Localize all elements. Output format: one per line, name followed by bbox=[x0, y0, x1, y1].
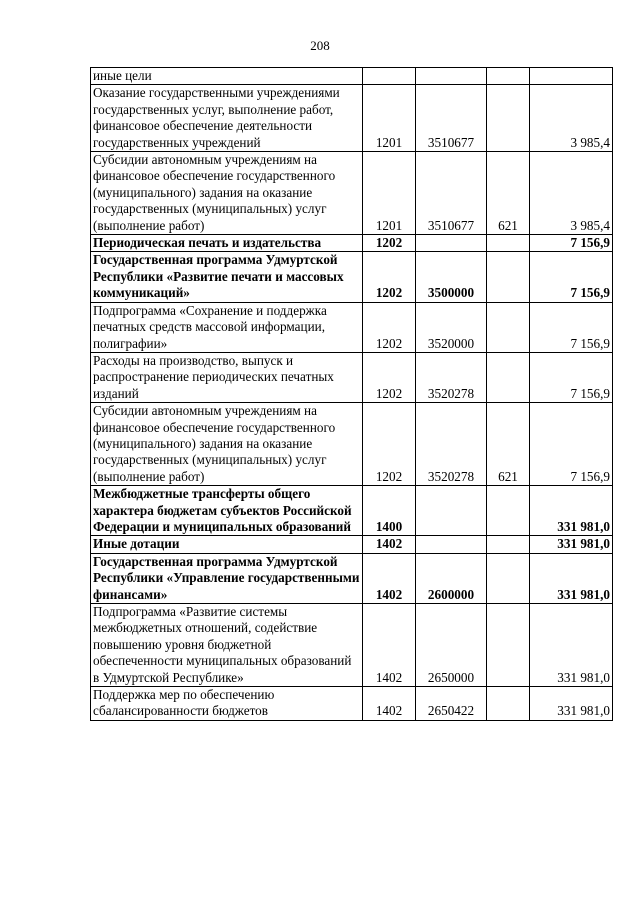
row-expense-type-cell bbox=[487, 68, 530, 85]
row-expense-type-cell bbox=[487, 85, 530, 152]
row-expense-type-cell bbox=[487, 536, 530, 553]
row-section-cell: 1402 bbox=[363, 604, 416, 687]
row-amount-cell: 7 156,9 bbox=[530, 403, 613, 486]
page-number: 208 bbox=[310, 38, 330, 53]
row-expense-type-cell bbox=[487, 252, 530, 302]
row-section-cell: 1202 bbox=[363, 302, 416, 352]
row-name-cell: Поддержка мер по обеспечению сбалансированности бюджетов bbox=[91, 687, 363, 721]
row-section-cell: 1202 bbox=[363, 235, 416, 252]
row-name-cell: Государственная программа Удмуртской Республики «Развитие печати и массовых коммуникаций» bbox=[91, 252, 363, 302]
table-row bbox=[91, 85, 613, 152]
table-row bbox=[91, 536, 613, 553]
row-name-cell: Субсидии автономным учреждениям на финансовое обеспечение государственного (муниципального) задания на оказание государственных (муниципальных) услуг (выполнение работ) bbox=[91, 152, 363, 235]
row-section-cell: 1201 bbox=[363, 85, 416, 152]
row-target-cell bbox=[416, 68, 487, 85]
row-section-cell: 1402 bbox=[363, 687, 416, 721]
row-section-cell: 1202 bbox=[363, 403, 416, 486]
table-row bbox=[91, 252, 613, 302]
row-target-cell: 3510677 bbox=[416, 85, 487, 152]
row-expense-type-cell bbox=[487, 235, 530, 252]
row-amount-cell: 331 981,0 bbox=[530, 687, 613, 721]
row-expense-type-cell bbox=[487, 352, 530, 402]
row-section-cell bbox=[363, 68, 416, 85]
row-amount-cell: 3 985,4 bbox=[530, 85, 613, 152]
row-target-cell: 3520278 bbox=[416, 352, 487, 402]
row-expense-type-cell bbox=[487, 687, 530, 721]
row-target-cell: 2650000 bbox=[416, 604, 487, 687]
budget-table bbox=[90, 67, 613, 721]
row-amount-cell: 331 981,0 bbox=[530, 536, 613, 553]
table-row bbox=[91, 403, 613, 486]
table-row bbox=[91, 152, 613, 235]
row-target-cell: 3520000 bbox=[416, 302, 487, 352]
row-name-cell: Субсидии автономным учреждениям на финансовое обеспечение государственного (муниципального) задания на оказание государственных (муниципальных) услуг (выполнение работ) bbox=[91, 403, 363, 486]
row-name-cell: Расходы на производство, выпуск и распространение периодических печатных изданий bbox=[91, 352, 363, 402]
row-amount-cell: 7 156,9 bbox=[530, 352, 613, 402]
row-amount-cell bbox=[530, 68, 613, 85]
row-name-cell: Подпрограмма «Сохранение и поддержка печатных средств массовой информации, полиграфии» bbox=[91, 302, 363, 352]
row-target-cell: 2650422 bbox=[416, 687, 487, 721]
row-expense-type-cell bbox=[487, 486, 530, 536]
row-name-cell: Оказание государственными учреждениями государственных услуг, выполнение работ, финансовое обеспечение деятельности государственных учреждений bbox=[91, 85, 363, 152]
row-expense-type-cell: 621 bbox=[487, 152, 530, 235]
table-row bbox=[91, 352, 613, 402]
row-section-cell: 1402 bbox=[363, 536, 416, 553]
row-target-cell bbox=[416, 486, 487, 536]
table-row bbox=[91, 604, 613, 687]
row-name-cell: иные цели bbox=[91, 68, 363, 85]
row-name-cell: Иные дотации bbox=[91, 536, 363, 553]
row-section-cell: 1400 bbox=[363, 486, 416, 536]
table-row bbox=[91, 553, 613, 603]
table-row bbox=[91, 68, 613, 85]
row-target-cell bbox=[416, 536, 487, 553]
row-amount-cell: 7 156,9 bbox=[530, 252, 613, 302]
row-target-cell: 2600000 bbox=[416, 553, 487, 603]
row-amount-cell: 331 981,0 bbox=[530, 486, 613, 536]
row-section-cell: 1201 bbox=[363, 152, 416, 235]
row-section-cell: 1202 bbox=[363, 252, 416, 302]
table-row bbox=[91, 687, 613, 721]
row-amount-cell: 7 156,9 bbox=[530, 235, 613, 252]
row-target-cell: 3500000 bbox=[416, 252, 487, 302]
table-row bbox=[91, 486, 613, 536]
row-amount-cell: 331 981,0 bbox=[530, 553, 613, 603]
row-expense-type-cell: 621 bbox=[487, 403, 530, 486]
row-target-cell: 3520278 bbox=[416, 403, 487, 486]
row-amount-cell: 7 156,9 bbox=[530, 302, 613, 352]
table-row bbox=[91, 235, 613, 252]
row-amount-cell: 3 985,4 bbox=[530, 152, 613, 235]
row-section-cell: 1202 bbox=[363, 352, 416, 402]
table-row bbox=[91, 302, 613, 352]
row-name-cell: Подпрограмма «Развитие системы межбюджетных отношений, содействие повышению уровня бюджетной обеспеченности муниципальных образований в Удмуртской Республике» bbox=[91, 604, 363, 687]
row-name-cell: Государственная программа Удмуртской Республики «Управление государственными финансами» bbox=[91, 553, 363, 603]
row-name-cell: Межбюджетные трансферты общего характера бюджетам субъектов Российской Федерации и муниципальных образований bbox=[91, 486, 363, 536]
row-target-cell: 3510677 bbox=[416, 152, 487, 235]
row-name-cell: Периодическая печать и издательства bbox=[91, 235, 363, 252]
row-amount-cell: 331 981,0 bbox=[530, 604, 613, 687]
row-section-cell: 1402 bbox=[363, 553, 416, 603]
row-expense-type-cell bbox=[487, 553, 530, 603]
row-expense-type-cell bbox=[487, 604, 530, 687]
row-expense-type-cell bbox=[487, 302, 530, 352]
row-target-cell bbox=[416, 235, 487, 252]
